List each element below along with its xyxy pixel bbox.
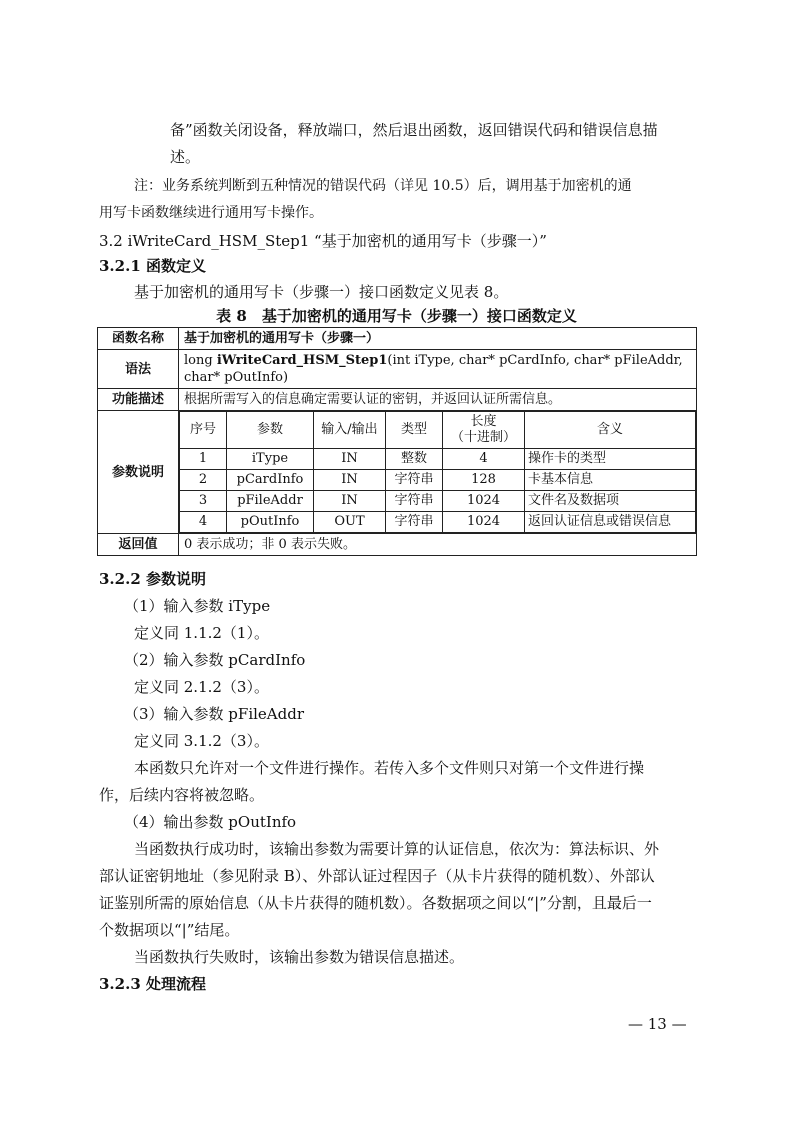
paragraph-line: 当函数执行失败时，该输出参数为错误信息描述。 — [134, 948, 465, 966]
table-row — [98, 411, 697, 534]
paragraph-line: 备”函数关闭设备，释放端口，然后退出函数，返回错误代码和错误信息描 — [170, 121, 658, 139]
row-label: 函数名称 — [98, 328, 179, 350]
paragraph-line: 证鉴别所需的原始信息（从卡片获得的随机数）。各数据项之间以“|”分割，且最后一 — [99, 894, 652, 912]
paragraph-line: 当函数执行成功时，该输出参数为需要计算的认证信息，依次为：算法标识、外 — [134, 840, 660, 858]
cell: 操作卡的类型 — [525, 449, 696, 470]
param-def: 定义同 1.1.2（1）。 — [134, 624, 269, 642]
cell: 返回认证信息或错误信息 — [525, 512, 696, 533]
param-item: （2）输入参数 pCardInfo — [124, 651, 306, 669]
param-def: 定义同 3.1.2（3）。 — [134, 732, 269, 750]
syntax-prefix: long — [184, 353, 217, 368]
header-cell: 类型 — [386, 412, 443, 449]
params-table — [179, 411, 696, 533]
header-cell: 参数 — [227, 412, 314, 449]
cell: IN — [314, 491, 386, 512]
cell: IN — [314, 470, 386, 491]
cell: pFileAddr — [227, 491, 314, 512]
paragraph-line: 作，后续内容将被忽略。 — [99, 786, 265, 804]
params-cell — [179, 411, 697, 534]
cell: IN — [314, 449, 386, 470]
return-value: 0 表示成功；非 0 表示失败。 — [179, 534, 697, 556]
header-length-unit: （十进制） — [450, 430, 516, 445]
paragraph-line: 部认证密钥地址（参见附录 B）、外部认证过程因子（从卡片获得的随机数）、外部认 — [99, 867, 655, 885]
param-row — [180, 491, 696, 512]
subsection-heading: 3.2.2 参数说明 — [99, 570, 206, 588]
param-row — [180, 512, 696, 533]
description: 根据所需写入的信息确定需要认证的密钥，并返回认证所需信息。 — [179, 389, 697, 411]
row-label: 返回值 — [98, 534, 179, 556]
header-cell: 含义 — [525, 412, 696, 449]
cell: 4 — [443, 449, 525, 470]
table-row — [98, 389, 697, 411]
subsection-heading: 3.2.1 函数定义 — [99, 257, 206, 275]
syntax-cell — [179, 350, 697, 389]
param-row — [180, 449, 696, 470]
cell: 1024 — [443, 512, 525, 533]
cell: 3 — [180, 491, 227, 512]
header-cell — [443, 412, 525, 449]
paragraph-line: 述。 — [170, 148, 201, 166]
cell: 2 — [180, 470, 227, 491]
param-row — [180, 470, 696, 491]
cell: 文件名及数据项 — [525, 491, 696, 512]
cell: 字符串 — [386, 491, 443, 512]
section-heading: 3.2 iWriteCard_HSM_Step1 “基于加密机的通用写卡（步骤一）” — [99, 232, 547, 250]
cell: OUT — [314, 512, 386, 533]
row-label: 功能描述 — [98, 389, 179, 411]
cell: 字符串 — [386, 512, 443, 533]
note-line: 注：业务系统判断到五种情况的错误代码（详见 10.5）后，调用基于加密机的通 — [134, 178, 632, 194]
row-label: 语法 — [98, 350, 179, 389]
cell: pOutInfo — [227, 512, 314, 533]
function-name: 基于加密机的通用写卡（步骤一） — [179, 328, 697, 350]
param-item: （4）输出参数 pOutInfo — [124, 813, 297, 831]
header-length: 长度 — [470, 414, 497, 429]
function-definition-table — [97, 327, 697, 556]
cell: 1024 — [443, 491, 525, 512]
cell: iType — [227, 449, 314, 470]
paragraph-line: 个数据项以“|”结尾。 — [99, 921, 240, 939]
cell: pCardInfo — [227, 470, 314, 491]
param-item: （3）输入参数 pFileAddr — [124, 705, 305, 723]
cell: 字符串 — [386, 470, 443, 491]
header-cell: 序号 — [180, 412, 227, 449]
cell: 128 — [443, 470, 525, 491]
subsection-heading: 3.2.3 处理流程 — [99, 975, 206, 993]
params-header-row — [180, 412, 696, 449]
cell: 4 — [180, 512, 227, 533]
cell: 1 — [180, 449, 227, 470]
page-number: — 13 — — [628, 1015, 687, 1033]
table-row — [98, 350, 697, 389]
syntax-args: (int iType, char* pCardInfo, char* pFileAddr, char* pOutInfo) — [184, 353, 683, 385]
table-row — [98, 534, 697, 556]
table-title: 表 8 基于加密机的通用写卡（步骤一）接口函数定义 — [216, 307, 577, 325]
syntax-function: iWriteCard_HSM_Step1 — [216, 353, 388, 368]
row-label: 参数说明 — [98, 411, 179, 534]
table-row — [98, 328, 697, 350]
cell: 卡基本信息 — [525, 470, 696, 491]
cell: 整数 — [386, 449, 443, 470]
param-def: 定义同 2.1.2（3）。 — [134, 678, 269, 696]
note-line: 用写卡函数继续进行通用写卡操作。 — [99, 205, 323, 221]
paragraph-line: 本函数只允许对一个文件进行操作。若传入多个文件则只对第一个文件进行操 — [134, 759, 645, 777]
param-item: （1）输入参数 iType — [124, 597, 271, 615]
intro-text: 基于加密机的通用写卡（步骤一）接口函数定义见表 8。 — [134, 283, 509, 301]
header-cell: 输入/输出 — [314, 412, 386, 449]
